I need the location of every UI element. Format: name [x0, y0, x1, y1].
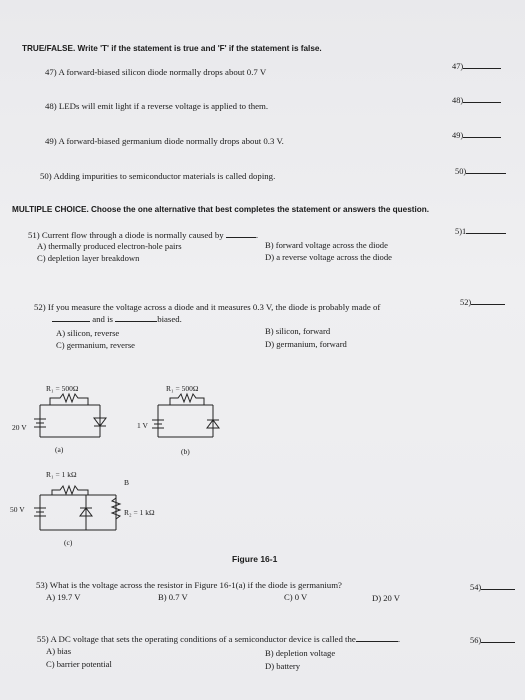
- question-49: 49) A forward-biased germanium diode normally drops about 0.3 V.: [45, 136, 284, 146]
- figure-label-c: (c): [64, 538, 73, 547]
- option-52-c[interactable]: C) germanium, reverse: [56, 340, 135, 350]
- answer-number: 52): [460, 298, 472, 307]
- answer-number: 47): [452, 62, 464, 71]
- answer-56[interactable]: [470, 636, 515, 645]
- figure-label-a: (a): [55, 445, 64, 454]
- figure-label-b: (b): [181, 447, 190, 456]
- resistor-b: [170, 394, 204, 405]
- answer-54[interactable]: [470, 583, 515, 592]
- option-51-c[interactable]: C) depletion layer breakdown: [37, 253, 140, 263]
- tf-section-header: TRUE/FALSE. Write 'T' if the statement is true and 'F' if the statement is false.: [22, 44, 322, 53]
- question-53: 53) What is the voltage across the resistor in Figure 16-1(a) if the diode is germanium?: [36, 580, 342, 590]
- question-50: 50) Adding impurities to semiconductor materials is called doping.: [40, 171, 276, 181]
- option-53-a[interactable]: A) 19.7 V: [46, 592, 81, 602]
- question-52: 52) If you measure the voltage across a diode and it measures 0.3 V, the diode is probably made of: [34, 302, 381, 312]
- option-55-b[interactable]: B) depletion voltage: [265, 648, 336, 658]
- question-52-line2: and is biased.: [52, 314, 182, 324]
- option-52-b[interactable]: B) silicon, forward: [265, 326, 331, 336]
- option-51-b[interactable]: B) forward voltage across the diode: [265, 240, 388, 250]
- answer-number: 49): [452, 131, 464, 140]
- option-53-b[interactable]: B) 0.7 V: [158, 592, 188, 602]
- option-53-d[interactable]: D) 20 V: [372, 593, 401, 603]
- option-51-d[interactable]: D) a reverse voltage across the diode: [265, 252, 392, 262]
- voltage-label-c: 50 V: [10, 505, 25, 514]
- question-47: 47) A forward-biased silicon diode normally drops about 0.7 V: [45, 67, 267, 77]
- answer-number: 48): [452, 96, 464, 105]
- figure-caption: Figure 16-1: [232, 554, 278, 564]
- question-48: 48) LEDs will emit light if a reverse voltage is applied to them.: [45, 101, 269, 111]
- question-55: 55) A DC voltage that sets the operating conditions of a semiconductor device is called the .: [37, 634, 401, 644]
- resistor-c1: [52, 486, 88, 495]
- node-label-b: B: [124, 478, 130, 487]
- voltage-label-b: 1 V: [137, 421, 148, 430]
- option-55-c[interactable]: C) barrier potential: [46, 659, 112, 669]
- answer-number: 56): [470, 636, 482, 645]
- question-51: 51) Current flow through a diode is normally caused by .: [28, 230, 259, 240]
- answer-number: 5)1: [455, 227, 467, 236]
- answer-number: 50): [455, 167, 467, 176]
- option-55-a[interactable]: A) bias: [46, 646, 72, 656]
- voltage-label-a: 20 V: [12, 423, 27, 432]
- resistor-a: [50, 394, 88, 405]
- option-55-d[interactable]: D) battery: [265, 661, 301, 671]
- r1-label-b: R₁ = 500Ω: [166, 384, 199, 393]
- option-51-a[interactable]: A) thermally produced electron-hole pairs: [37, 241, 182, 251]
- option-52-a[interactable]: A) silicon, reverse: [56, 328, 120, 338]
- r1-label-a: R₁ = 500Ω: [46, 384, 79, 393]
- r2-label-c: R₂ = 1 kΩ: [124, 508, 155, 517]
- mc-section-header: MULTIPLE CHOICE. Choose the one alternative that best completes the statement or answers the question.: [12, 205, 430, 214]
- option-53-c[interactable]: C) 0 V: [284, 592, 308, 602]
- option-52-d[interactable]: D) germanium, forward: [265, 339, 347, 349]
- answer-number: 54): [470, 583, 482, 592]
- r1-label-c: R₁ = 1 kΩ: [46, 470, 77, 479]
